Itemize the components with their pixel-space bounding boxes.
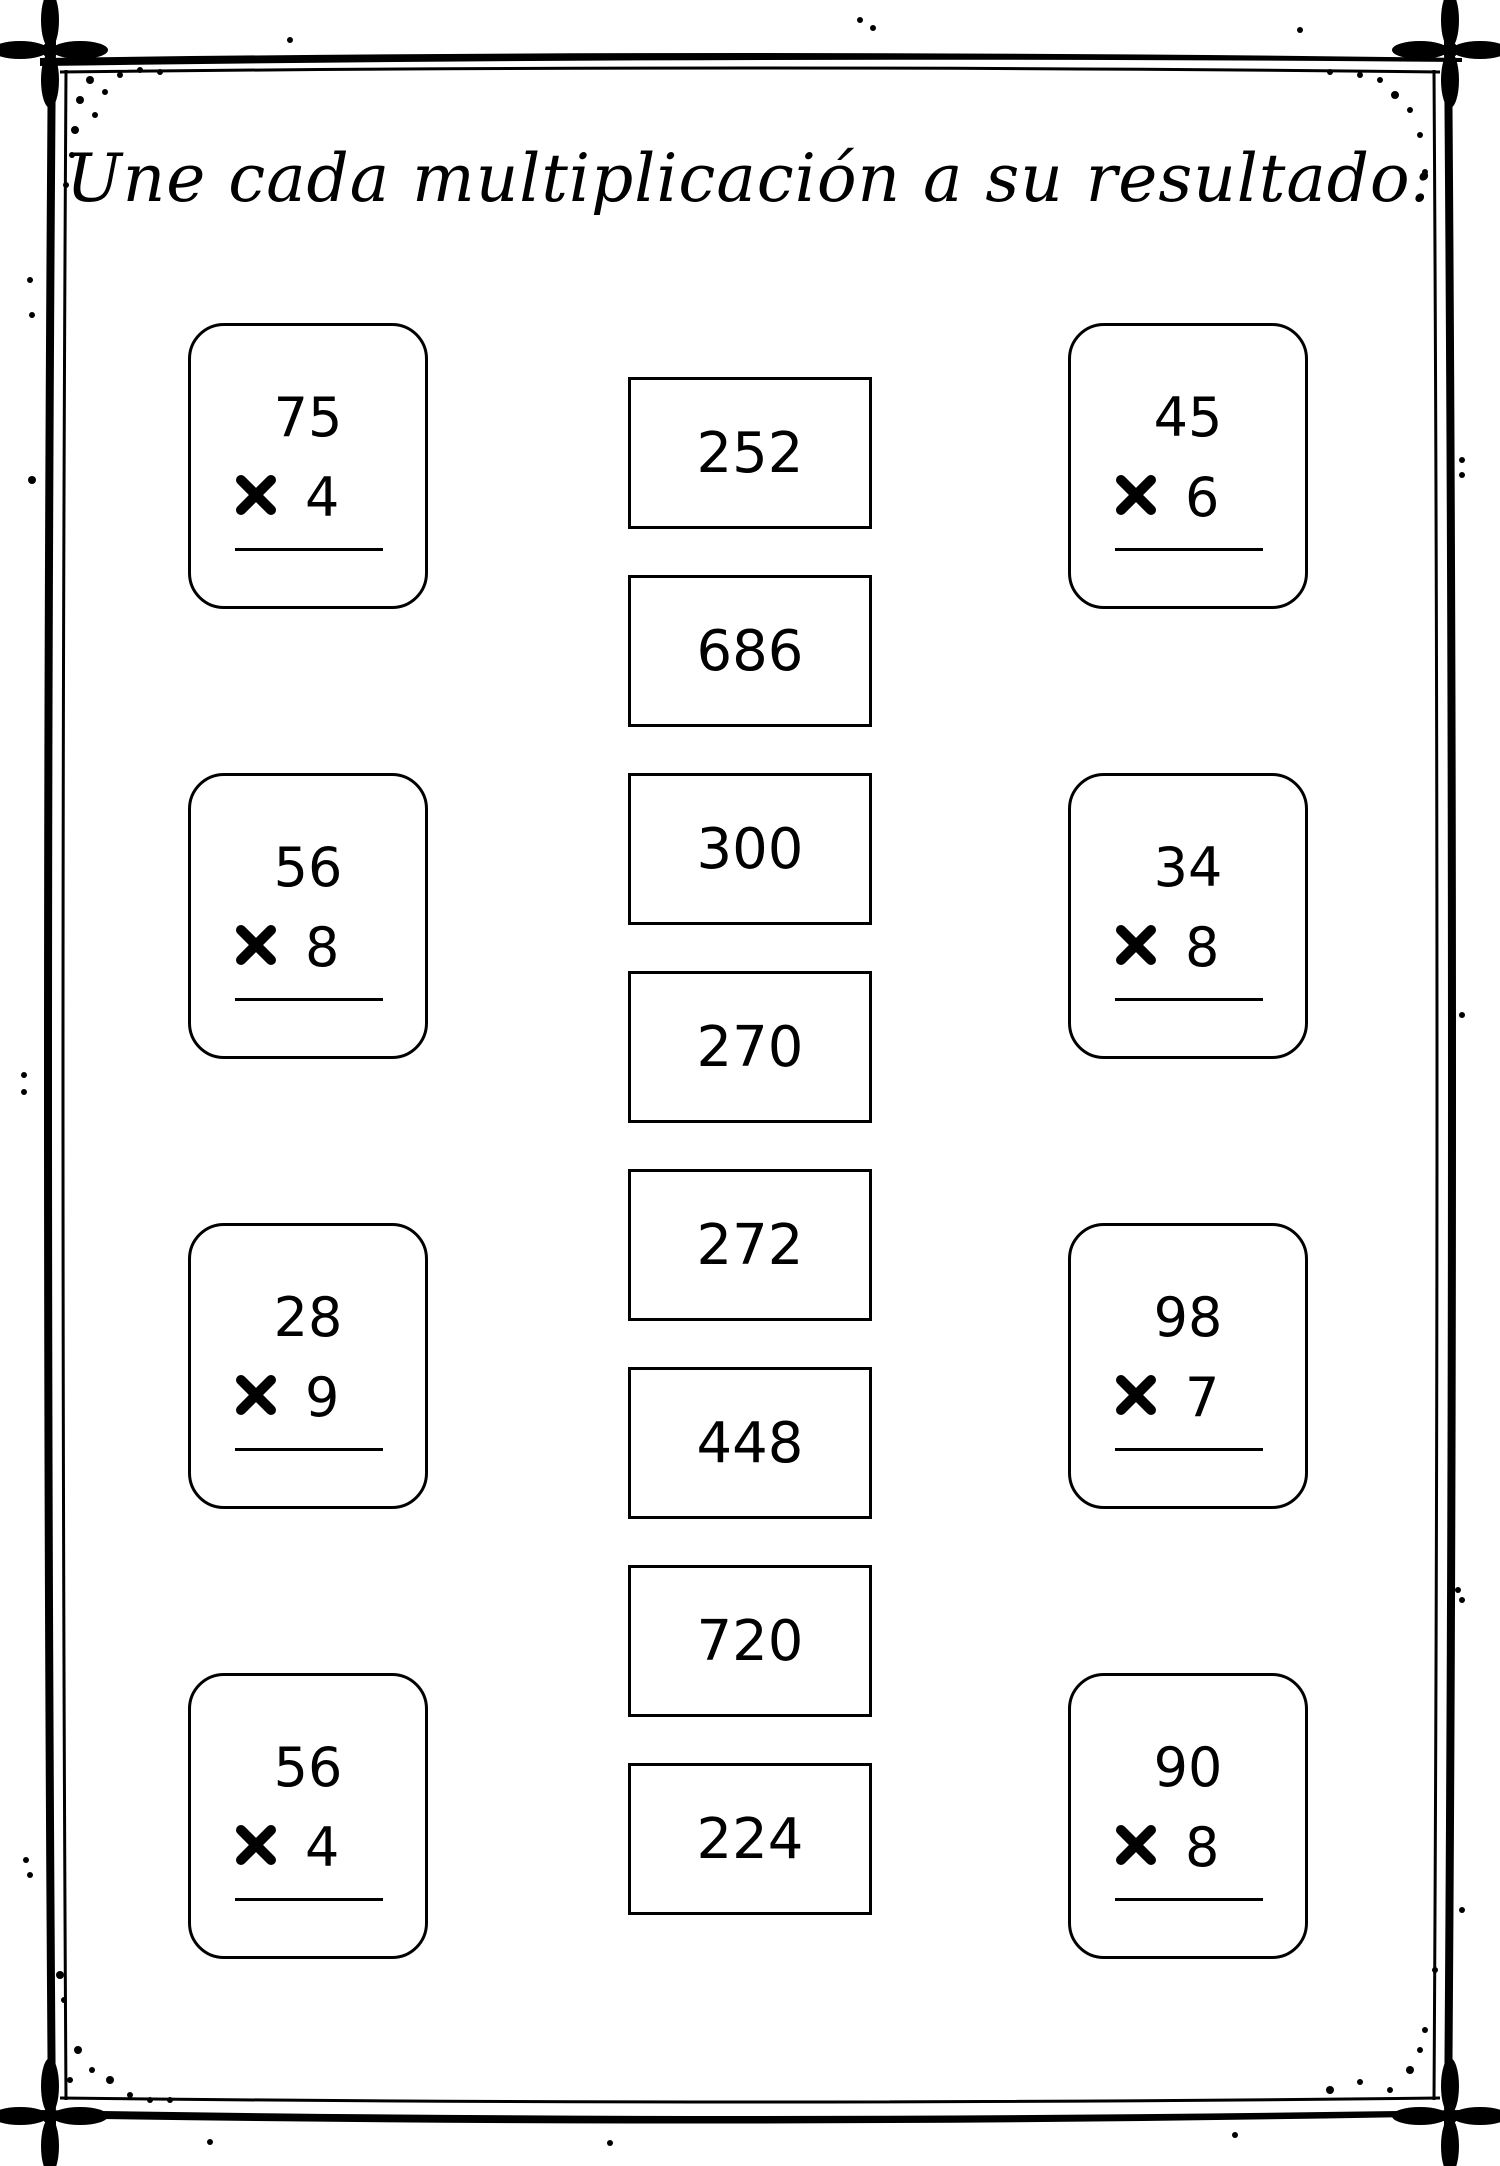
answer-box[interactable]: 720: [628, 1565, 872, 1717]
answer-box[interactable]: 686: [628, 575, 872, 727]
answer-box[interactable]: 252: [628, 377, 872, 529]
multiply-x-icon: [235, 1374, 277, 1416]
multiplier: 7: [1185, 1366, 1220, 1429]
multiplier: 4: [305, 1816, 340, 1879]
multiplier: 8: [1185, 1816, 1220, 1879]
multiplicand: 45: [1153, 386, 1223, 449]
multiplicand: 90: [1153, 1736, 1223, 1799]
multiplier: 4: [305, 466, 340, 529]
multiply-x-icon: [1115, 1374, 1157, 1416]
multiplication-card[interactable]: [1068, 773, 1308, 1059]
multiplication-card[interactable]: [188, 1223, 428, 1509]
multiplication-card[interactable]: [1068, 1673, 1308, 1959]
multiplication-card[interactable]: [188, 1673, 428, 1959]
multiply-x-icon: [235, 474, 277, 516]
result-line: [1115, 998, 1263, 1001]
multiplicand: 56: [273, 836, 343, 899]
multiply-x-icon: [1115, 474, 1157, 516]
result-line: [1115, 1448, 1263, 1451]
worksheet-title: Une cada multiplicación a su resultado:: [66, 140, 1434, 217]
answer-box[interactable]: 272: [628, 1169, 872, 1321]
multiplication-card[interactable]: [1068, 1223, 1308, 1509]
multiply-x-icon: [235, 1824, 277, 1866]
multiplier: 9: [305, 1366, 340, 1429]
multiplier: 8: [1185, 916, 1220, 979]
multiplicand: 34: [1153, 836, 1223, 899]
multiply-x-icon: [1115, 924, 1157, 966]
result-line: [235, 1898, 383, 1901]
answer-box[interactable]: 300: [628, 773, 872, 925]
multiplication-card[interactable]: [188, 773, 428, 1059]
multiplier: 8: [305, 916, 340, 979]
multiply-x-icon: [1115, 1824, 1157, 1866]
multiplicand: 56: [273, 1736, 343, 1799]
multiplicand: 98: [1153, 1286, 1223, 1349]
result-line: [235, 1448, 383, 1451]
result-line: [1115, 548, 1263, 551]
multiply-x-icon: [235, 924, 277, 966]
result-line: [1115, 1898, 1263, 1901]
answer-box[interactable]: 270: [628, 971, 872, 1123]
result-line: [235, 998, 383, 1001]
multiplication-card[interactable]: [1068, 323, 1308, 609]
multiplicand: 75: [273, 386, 343, 449]
multiplier: 6: [1185, 466, 1220, 529]
answer-box[interactable]: 224: [628, 1763, 872, 1915]
multiplicand: 28: [273, 1286, 343, 1349]
result-line: [235, 548, 383, 551]
multiplication-card[interactable]: [188, 323, 428, 609]
answer-box[interactable]: 448: [628, 1367, 872, 1519]
